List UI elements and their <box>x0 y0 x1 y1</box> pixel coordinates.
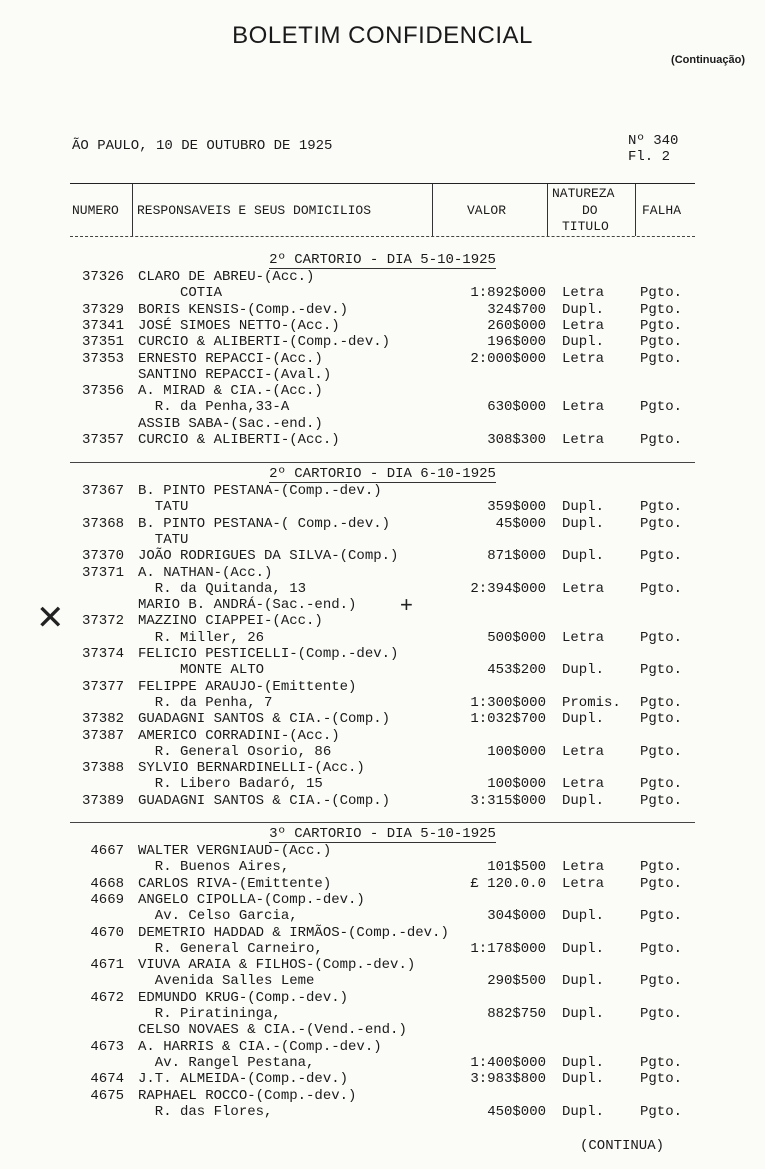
table-row <box>0 548 765 564</box>
row-nature: Dupl. <box>562 1071 605 1088</box>
row-value: 450$000 <box>487 1103 546 1120</box>
row-failure: Pgto. <box>640 1054 683 1071</box>
row-responsible: R. Buenos Aires, <box>138 859 290 876</box>
table-row <box>0 516 765 532</box>
row-responsible: AMERICO CORRADINI-(Acc.) <box>138 727 340 744</box>
row-value: 1:892$000 <box>470 285 546 302</box>
row-responsible: EDMUNDO KRUG-(Comp.-dev.) <box>138 989 349 1006</box>
row-responsible: RAPHAEL ROCCO-(Comp.-dev.) <box>138 1087 357 1104</box>
row-failure: Pgto. <box>640 432 683 448</box>
row-nature: Dupl. <box>562 515 605 532</box>
row-value: 2:000$000 <box>470 350 546 367</box>
row-value: 871$000 <box>487 548 546 565</box>
row-nature: Letra <box>562 776 605 793</box>
row-nature: Dupl. <box>562 940 605 957</box>
row-nature: Dupl. <box>562 1054 605 1071</box>
section-divider <box>70 462 695 463</box>
row-number: 4675 <box>90 1087 124 1104</box>
row-number: 4670 <box>90 924 124 941</box>
row-failure: Pgto. <box>640 548 683 565</box>
row-number: 37388 <box>81 760 124 777</box>
row-failure: Pgto. <box>640 908 683 925</box>
row-responsible: R. da Quitanda, 13 <box>138 580 307 597</box>
row-responsible: CURCIO & ALIBERTI-(Acc.) <box>138 432 340 448</box>
row-nature: Letra <box>562 859 605 876</box>
row-number: 4674 <box>90 1071 124 1088</box>
row-nature: Letra <box>562 285 605 302</box>
row-failure: Pgto. <box>640 301 683 318</box>
row-value: 100$000 <box>487 743 546 760</box>
row-number: 37374 <box>81 646 124 662</box>
table-row <box>0 351 765 367</box>
handwritten-plus-mark: + <box>400 592 413 617</box>
row-value: 500$000 <box>487 629 546 646</box>
row-value: 1:400$000 <box>470 1054 546 1071</box>
table-row <box>0 728 765 744</box>
continuation-label: (Continuação) <box>671 54 745 66</box>
row-responsible: ERNESTO REPACCI-(Acc.) <box>138 350 323 367</box>
row-number: 37370 <box>81 548 124 565</box>
col-falha: FALHA <box>635 184 696 236</box>
row-value: 3:983$800 <box>470 1071 546 1088</box>
row-responsible: R. Libero Badaró, 15 <box>138 776 323 793</box>
row-value: 45$000 <box>495 515 546 532</box>
row-value: 308$300 <box>487 432 546 448</box>
row-nature: Letra <box>562 350 605 367</box>
row-number: 37382 <box>81 711 124 728</box>
row-value: 101$500 <box>487 859 546 876</box>
bulletin-number-block <box>628 133 678 165</box>
row-responsible: A. HARRIS & CIA.-(Comp.-dev.) <box>138 1038 382 1055</box>
row-responsible: R. General Carneiro, <box>138 940 323 957</box>
table-row <box>0 1104 765 1120</box>
table-row <box>0 581 765 597</box>
table-row <box>0 990 765 1006</box>
row-responsible: R. da Penha,33-A <box>138 399 290 416</box>
section-title: 3º CARTORIO - DIA 5-10-1925 <box>269 826 496 842</box>
sheet-number: Fl. 2 <box>628 149 671 165</box>
row-failure: Pgto. <box>640 399 683 416</box>
col-responsaveis: RESPONSAVEIS E SEUS DOMICILIOS <box>132 184 433 236</box>
row-value: 630$000 <box>487 399 546 416</box>
section-title: 2º CARTORIO - DIA 6-10-1925 <box>269 466 496 482</box>
row-nature: Dupl. <box>562 334 605 351</box>
row-number: 37356 <box>81 383 124 400</box>
row-responsible: DEMETRIO HADDAD & IRMÃOS-(Comp.-dev.) <box>138 924 449 941</box>
row-failure: Pgto. <box>640 1006 683 1022</box>
row-number: 37377 <box>81 678 124 695</box>
row-value: 453$200 <box>487 662 546 679</box>
row-nature: Dupl. <box>562 908 605 925</box>
table-row <box>0 532 765 548</box>
table-row <box>0 318 765 334</box>
row-failure: Pgto. <box>640 776 683 793</box>
row-responsible: CURCIO & ALIBERTI-(Comp.-dev.) <box>138 334 391 351</box>
col-numero: NUMERO <box>72 203 119 218</box>
table-row <box>0 1055 765 1071</box>
table-row <box>0 483 765 499</box>
row-responsible: ANGELO CIPOLLA-(Comp.-dev.) <box>138 891 365 908</box>
table-row <box>0 630 765 646</box>
table-row <box>0 1088 765 1104</box>
table-row <box>0 613 765 629</box>
row-responsible: MAZZINO CIAPPEI-(Acc.) <box>138 613 323 630</box>
row-responsible: TATU <box>138 531 189 548</box>
row-responsible: TATU <box>138 499 189 516</box>
bulletin-number: Nº 340 <box>628 133 679 149</box>
row-number: 37389 <box>81 792 124 809</box>
row-failure: Pgto. <box>640 629 683 646</box>
table-row <box>0 776 765 792</box>
row-value: 196$000 <box>487 334 546 351</box>
row-responsible: R. Piratininga, <box>138 1006 281 1022</box>
row-failure: Pgto. <box>640 973 683 990</box>
continua-label: (CONTINUA) <box>580 1138 665 1154</box>
row-number: 37371 <box>81 564 124 581</box>
row-responsible: R. General Osorio, 86 <box>138 743 332 760</box>
row-failure: Pgto. <box>640 1103 683 1120</box>
section-divider <box>70 822 695 823</box>
row-responsible: B. PINTO PESTANA-(Comp.-dev.) <box>138 483 382 499</box>
row-failure: Pgto. <box>640 1071 683 1088</box>
table-row <box>0 1039 765 1055</box>
row-nature: Dupl. <box>562 792 605 809</box>
row-responsible: MARIO B. ANDRÁ-(Sac.-end.) <box>138 597 357 614</box>
table-row <box>0 565 765 581</box>
col-natureza: NATUREZA DO TITULO <box>547 184 636 236</box>
row-failure: Pgto. <box>640 940 683 957</box>
row-number: 37351 <box>81 334 124 351</box>
table-row <box>0 679 765 695</box>
table-row <box>0 876 765 892</box>
row-failure: Pgto. <box>640 515 683 532</box>
row-number: 37353 <box>81 350 124 367</box>
row-number: 37387 <box>81 727 124 744</box>
row-number: 37372 <box>81 613 124 630</box>
row-responsible: R. da Penha, 7 <box>138 694 273 711</box>
row-number: 37357 <box>81 432 124 448</box>
row-number: 4667 <box>90 843 124 859</box>
table-row <box>0 367 765 383</box>
table-row <box>0 416 765 432</box>
table-row <box>0 1071 765 1087</box>
row-responsible: Av. Celso Garcia, <box>138 908 298 925</box>
row-nature: Dupl. <box>562 973 605 990</box>
row-value: 2:394$000 <box>470 580 546 597</box>
table-row <box>0 892 765 908</box>
table-row <box>0 499 765 515</box>
table-row <box>0 285 765 301</box>
row-responsible: SANTINO REPACCI-(Aval.) <box>138 366 332 383</box>
row-responsible: COTIA <box>138 285 223 302</box>
row-responsible: BORIS KENSIS-(Comp.-dev.) <box>138 301 349 318</box>
row-failure: Pgto. <box>640 711 683 728</box>
row-nature: Dupl. <box>562 1103 605 1120</box>
table-row <box>0 399 765 415</box>
row-value: 1:300$000 <box>470 694 546 711</box>
row-value: 1:178$000 <box>470 940 546 957</box>
row-responsible: R. Miller, 26 <box>138 629 265 646</box>
row-failure: Pgto. <box>640 792 683 809</box>
row-responsible: MONTE ALTO <box>138 662 265 679</box>
table-row <box>0 1006 765 1022</box>
row-number: 37329 <box>81 301 124 318</box>
row-responsible: GUADAGNI SANTOS & CIA.-(Comp.) <box>138 711 391 728</box>
table-row <box>0 1022 765 1038</box>
row-responsible: CARLOS RIVA-(Emittente) <box>138 875 332 892</box>
col-valor: VALOR <box>432 184 548 236</box>
row-responsible: A. NATHAN-(Acc.) <box>138 564 273 581</box>
document-title: BOLETIM CONFIDENCIAL <box>232 22 533 49</box>
row-nature: Dupl. <box>562 711 605 728</box>
row-nature: Letra <box>562 317 605 334</box>
table-row <box>0 334 765 350</box>
row-responsible: ASSIB SABA-(Sac.-end.) <box>138 415 323 432</box>
table-row <box>0 383 765 399</box>
table-row <box>0 793 765 809</box>
table-row <box>0 744 765 760</box>
row-nature: Dupl. <box>562 1006 605 1022</box>
row-number: 4671 <box>90 957 124 974</box>
row-value: 3:315$000 <box>470 792 546 809</box>
row-failure: Pgto. <box>640 662 683 679</box>
row-failure: Pgto. <box>640 317 683 334</box>
row-failure: Pgto. <box>640 580 683 597</box>
row-failure: Pgto. <box>640 875 683 892</box>
row-failure: Pgto. <box>640 350 683 367</box>
column-header <box>70 183 695 237</box>
table-row <box>0 843 765 859</box>
table-row <box>0 302 765 318</box>
section-title: 2º CARTORIO - DIA 5-10-1925 <box>269 252 496 268</box>
table-row <box>0 711 765 727</box>
row-failure: Pgto. <box>640 285 683 302</box>
table-row <box>0 760 765 776</box>
row-failure: Pgto. <box>640 499 683 516</box>
row-nature: Letra <box>562 580 605 597</box>
row-number: 4672 <box>90 989 124 1006</box>
table-row <box>0 957 765 973</box>
row-failure: Pgto. <box>640 859 683 876</box>
row-value: £ 120.0.0 <box>470 875 546 892</box>
row-value: 260$000 <box>487 317 546 334</box>
row-responsible: VIUVA ARAIA & FILHOS-(Comp.-dev.) <box>138 957 416 974</box>
row-responsible: CLARO DE ABREU-(Acc.) <box>138 269 315 285</box>
row-nature: Letra <box>562 399 605 416</box>
row-nature: Dupl. <box>562 548 605 565</box>
row-responsible: FELIPPE ARAUJO-(Emittente) <box>138 678 357 695</box>
row-nature: Letra <box>562 743 605 760</box>
table-row <box>0 432 765 448</box>
row-number: 4673 <box>90 1038 124 1055</box>
row-responsible: WALTER VERGNIAUD-(Acc.) <box>138 843 332 859</box>
row-value: 290$500 <box>487 973 546 990</box>
row-nature: Dupl. <box>562 662 605 679</box>
row-value: 324$700 <box>487 301 546 318</box>
row-responsible: CELSO NOVAES & CIA.-(Vend.-end.) <box>138 1022 407 1039</box>
row-value: 1:032$700 <box>470 711 546 728</box>
row-nature: Letra <box>562 432 605 448</box>
place-date: ÃO PAULO, 10 DE OUTUBRO DE 1925 <box>72 138 333 154</box>
table-row <box>0 925 765 941</box>
row-number: 37367 <box>81 483 124 499</box>
row-value: 304$000 <box>487 908 546 925</box>
row-value: 100$000 <box>487 776 546 793</box>
table-row <box>0 859 765 875</box>
row-nature: Dupl. <box>562 499 605 516</box>
row-nature: Dupl. <box>562 301 605 318</box>
row-number: 37341 <box>81 317 124 334</box>
row-responsible: JOÃO RODRIGUES DA SILVA-(Comp.) <box>138 548 399 565</box>
row-responsible: FELICIO PESTICELLI-(Comp.-dev.) <box>138 646 399 662</box>
row-value: 359$000 <box>487 499 546 516</box>
row-responsible: JOSÉ SIMOES NETTO-(Acc.) <box>138 317 340 334</box>
table-row <box>0 269 765 285</box>
row-value: 882$750 <box>487 1006 546 1022</box>
table-row <box>0 646 765 662</box>
row-failure: Pgto. <box>640 694 683 711</box>
row-responsible: A. MIRAD & CIA.-(Acc.) <box>138 383 323 400</box>
row-number: 4668 <box>90 875 124 892</box>
table-row <box>0 908 765 924</box>
table-row <box>0 597 765 613</box>
row-nature: Letra <box>562 875 605 892</box>
row-failure: Pgto. <box>640 743 683 760</box>
row-responsible: B. PINTO PESTANA-( Comp.-dev.) <box>138 515 391 532</box>
row-responsible: Av. Rangel Pestana, <box>138 1054 315 1071</box>
row-number: 37326 <box>81 269 124 285</box>
row-failure: Pgto. <box>640 334 683 351</box>
handwritten-x-mark: ✕ <box>36 599 65 637</box>
table-row <box>0 695 765 711</box>
table-row <box>0 941 765 957</box>
row-nature: Promis. <box>562 694 621 711</box>
table-row <box>0 662 765 678</box>
row-number: 37368 <box>81 515 124 532</box>
row-responsible: R. das Flores, <box>138 1103 273 1120</box>
table-row <box>0 973 765 989</box>
row-responsible: SYLVIO BERNARDINELLI-(Acc.) <box>138 760 365 777</box>
row-responsible: Avenida Salles Leme <box>138 973 315 990</box>
row-number: 4669 <box>90 891 124 908</box>
row-responsible: GUADAGNI SANTOS & CIA.-(Comp.) <box>138 792 391 809</box>
row-responsible: J.T. ALMEIDA-(Comp.-dev.) <box>138 1071 349 1088</box>
row-nature: Letra <box>562 629 605 646</box>
